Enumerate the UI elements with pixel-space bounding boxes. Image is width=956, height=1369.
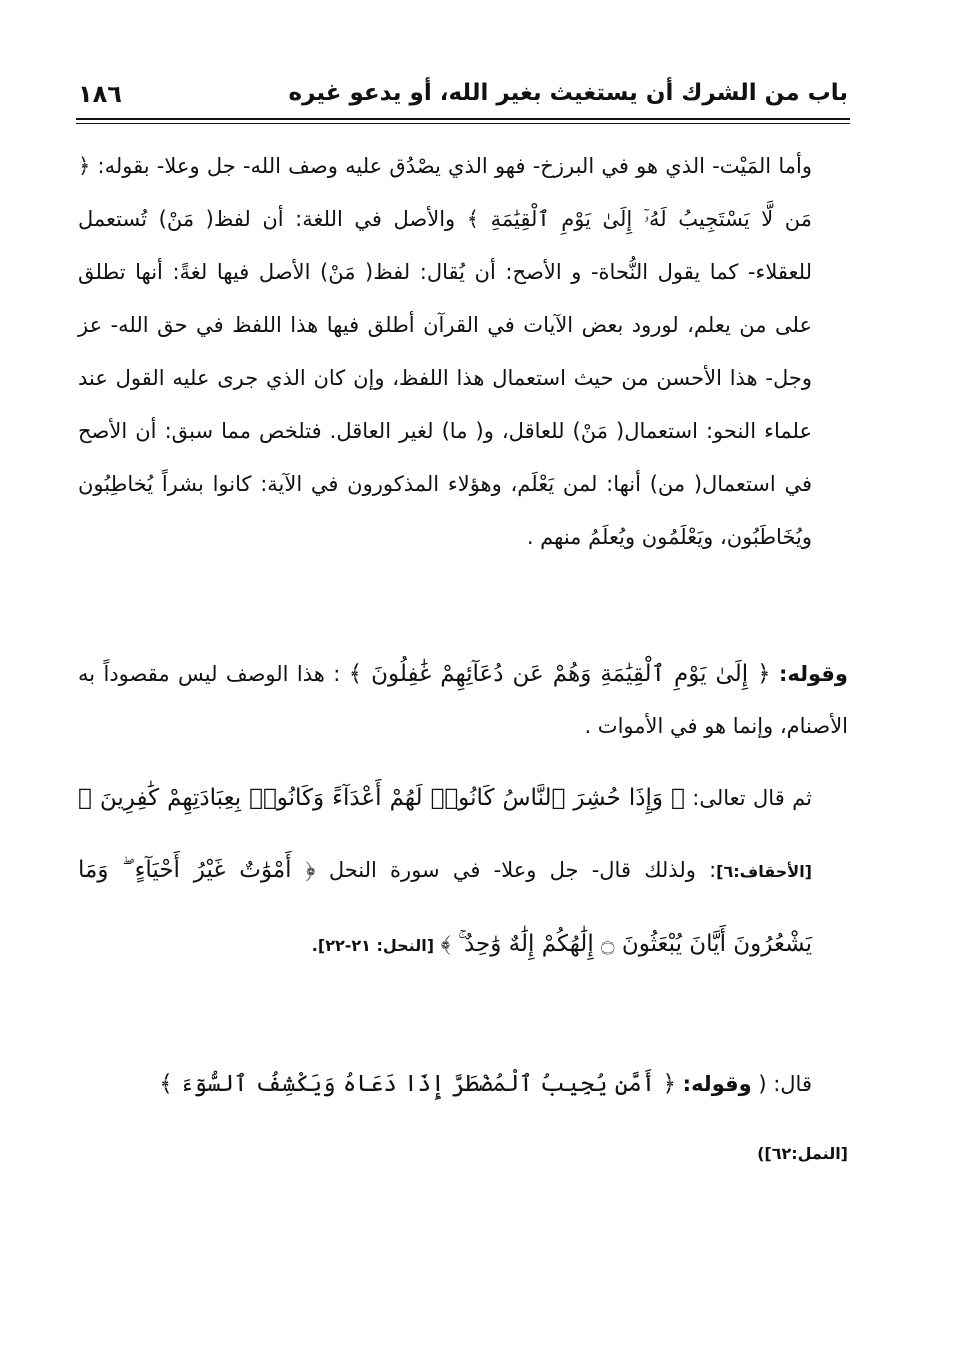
paragraph-3-verse: ﴿ وَإِذَا حُشِرَ ٱلنَّاسُ كَانُوا۟ لَهُمْ أَعْدَآءً وَكَانُوا۟ بِعِبَادَتِهِمْ كَٰفِرِينَ ﴾	[78, 785, 685, 811]
paragraph-3-reference-2: [النحل: ٢١-٢٢].	[311, 936, 435, 955]
paragraph-3	[78, 762, 848, 982]
header-divider	[76, 118, 850, 120]
paragraph-3-verse-2: ﴿ أَمْوَٰتٌ غَيْرُ أَحْيَآءٍ ۖ وَمَا يَشْعُرُونَ أَيَّانَ يُبْعَثُونَ ۝ إِلَٰهُكُمْ إِلَٰهٌ وَٰحِدٌ ۚ ﴾	[78, 857, 812, 957]
paragraph-4-verse: ﴿ أَمَّن يُجِيبُ ٱلْمُضْطَرَّ إِذَا دَعَاهُ وَيَكْشِفُ ٱلسُّوٓءَ ﴾	[159, 1071, 676, 1097]
page-number: ١٨٦	[78, 80, 122, 108]
paragraph-2	[78, 648, 848, 752]
paragraph-2-text: : هذا الوصف ليس مقصوداً به الأصنام، وإنما هو في الأموات .	[78, 662, 848, 738]
header-divider-thin	[76, 123, 850, 124]
paragraph-2-verse: ﴿ إِلَىٰ يَوْمِ ٱلْقِيَٰمَةِ وَهُمْ عَن دُعَآئِهِمْ غَٰفِلُونَ ﴾	[348, 661, 771, 687]
paragraph-1	[78, 140, 848, 564]
paragraph-2-label: وقوله:	[779, 662, 848, 686]
paragraph-3-intro: ثم قال تعالى:	[692, 786, 812, 810]
paragraph-1-text: وأما المَيْت- الذي هو في البرزخ- فهو الذي يصْدُق عليه وصف الله- جل وعلا- بقوله: ﴿ مَن لَّا يَسْتَجِيبُ لَهُۥٓ إِلَىٰ يَوْمِ ٱلْقِيَٰمَةِ ﴾ والأصل في اللغة: أن لفظ( مَنْ) تُستعمل للعقلاء- كما يقول النُّحاة- و الأصح: أن يُقال: لفظ( مَنْ) الأصل فيها لغةً: أنها تطلق على من يعلم، لورود بعض الآيات في القرآن أطلق فيها هذا اللفظ في حق الله- عز وجل- هذا الأحسن من حيث استعمال هذا اللفظ، وإن كان الذي جرى عليه القول عند علماء النحو: استعمال( مَنْ) للعاقل، و( ما) لغير العاقل. فتلخص مما سبق: أن الأصح في استعمال( من) أنها: لمن يَعْلَم، وهؤلاء المذكورون في الآية: كانوا بشراً يُخاطِبُون ويُخَاطَبُون، ويَعْلَمُون ويُعلَمُ منهم .	[78, 154, 812, 549]
chapter-title: باب من الشرك أن يستغيث بغير الله، أو يدعو غيره	[288, 80, 848, 106]
paragraph-4-label: وقوله:	[682, 1072, 752, 1096]
paragraph-4-intro: قال: (	[758, 1072, 812, 1096]
paragraph-3-reference: [الأحقاف:٦]	[716, 862, 812, 881]
paragraph-4	[78, 1050, 848, 1188]
paragraph-4-reference: [النمل:٦٢])	[757, 1144, 848, 1163]
page-header	[78, 76, 848, 116]
paragraph-3-text: : ولذلك قال- جل وعلا- في سورة النحل	[328, 858, 717, 882]
